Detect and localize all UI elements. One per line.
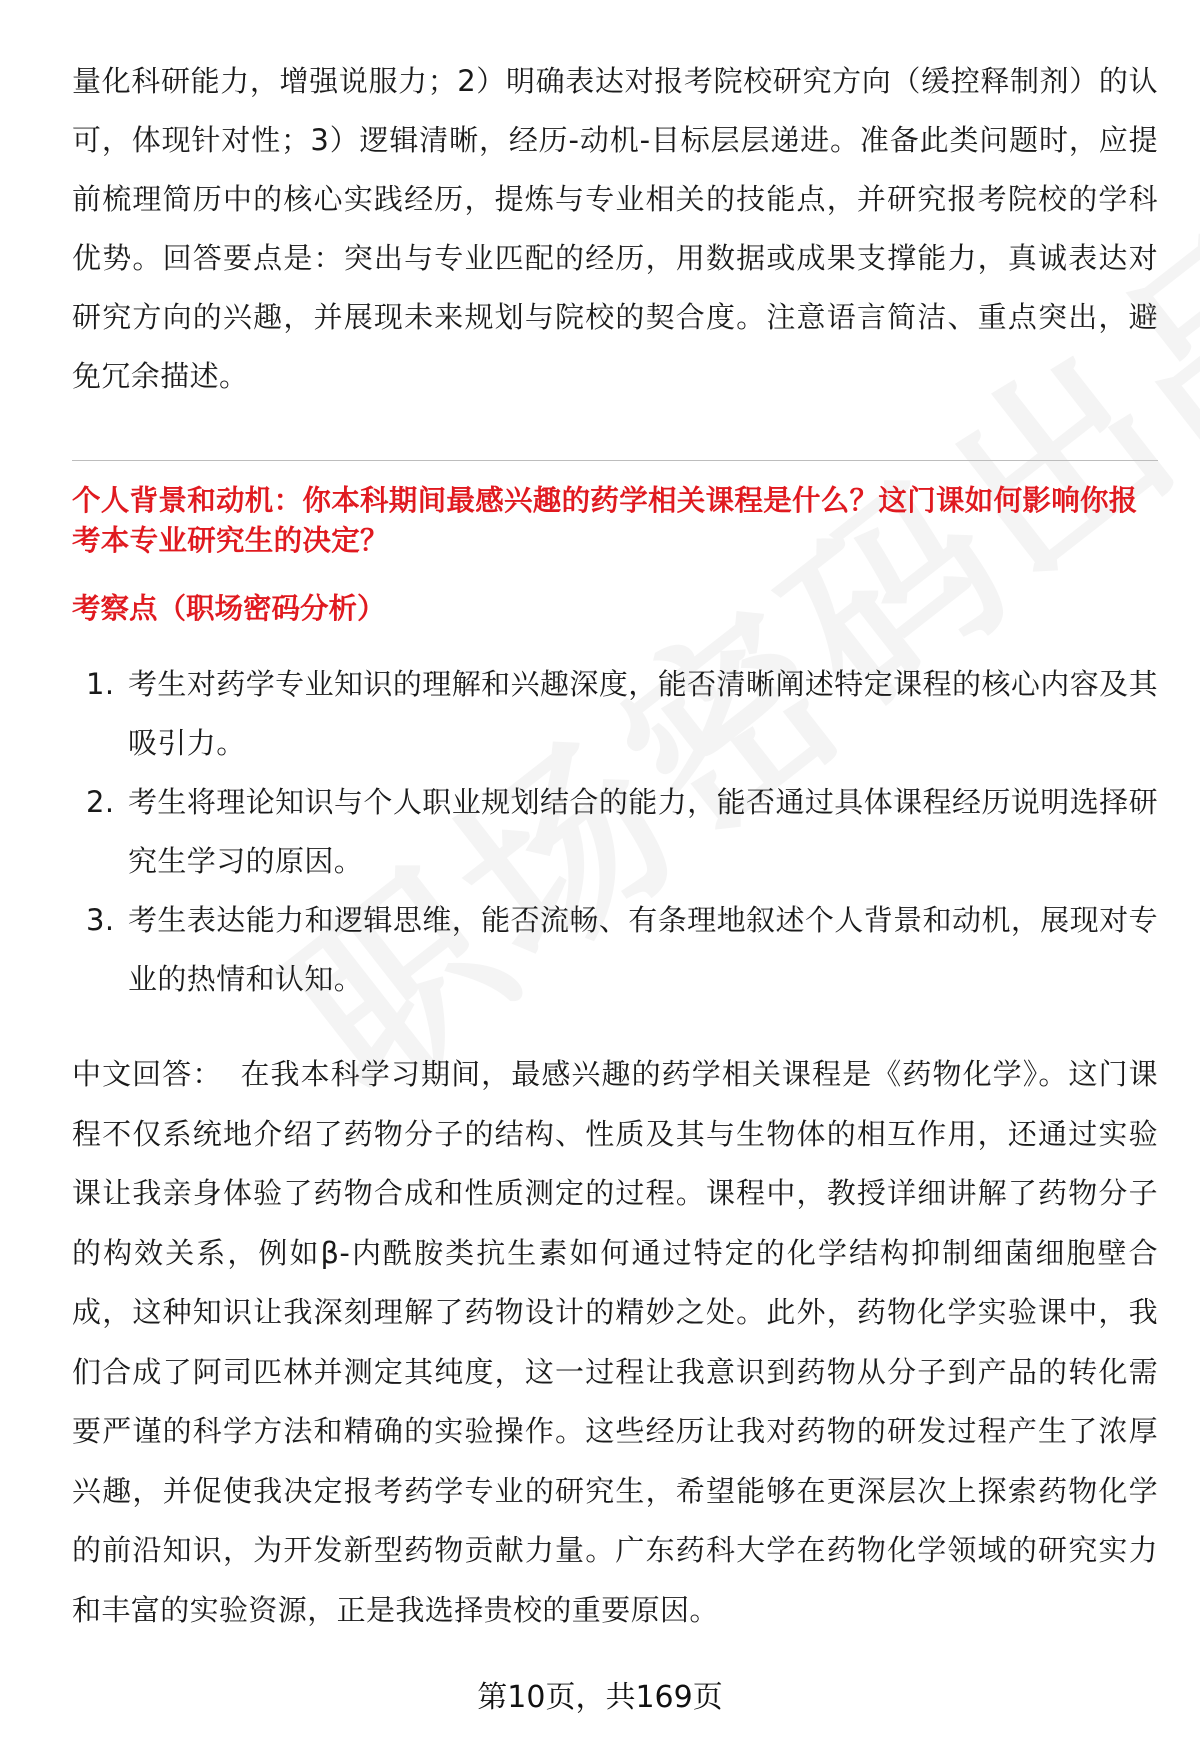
section-divider xyxy=(72,460,1158,461)
page-number-footer: 第10页，共169页 xyxy=(477,1680,723,1715)
list-item xyxy=(72,773,1158,891)
list-item xyxy=(72,891,1158,1009)
document-page xyxy=(72,52,1158,1640)
list-item-number: 1. xyxy=(86,667,115,701)
question-title: 个人背景和动机：你本科期间最感兴趣的药学相关课程是什么？这门课如何影响你报考本专业研究生的决定？ xyxy=(72,484,1138,557)
list-item-text: 考生表达能力和逻辑思维，能否流畅、有条理地叙述个人背景和动机，展现对专业的热情和认知。 xyxy=(128,903,1158,996)
assessment-points-list xyxy=(72,655,1158,1009)
answer-label: 中文回答： xyxy=(72,1057,223,1091)
list-item-text: 考生对药学专业知识的理解和兴趣深度，能否清晰阐述特定课程的核心内容及其吸引力。 xyxy=(128,667,1158,760)
list-item-text: 考生将理论知识与个人职业规划结合的能力，能否通过具体课程经历说明选择研究生学习的原因。 xyxy=(128,785,1158,878)
list-item-number: 3. xyxy=(86,903,115,937)
list-item xyxy=(72,655,1158,773)
assessment-points-heading: 考察点（职场密码分析） xyxy=(72,592,386,625)
intro-paragraph: 量化科研能力，增强说服力；2）明确表达对报考院校研究方向（缓控释制剂）的认可，体现针对性；3）逻辑清晰，经历-动机-目标层层递进。准备此类问题时，应提前梳理简历中的核心实践经历，提炼与专业相关的技能点，并研究报考院校的学科优势。回答要点是：突出与专业匹配的经历，用数据或成果支撑能力，真诚表达对研究方向的兴趣，并展现未来规划与院校的契合度。注意语言简洁、重点突出，避免冗余描述。 xyxy=(72,64,1158,393)
list-item-number: 2. xyxy=(86,785,115,819)
answer-text: 在我本科学习期间，最感兴趣的药学相关课程是《药物化学》。这门课程不仅系统地介绍了药物分子的结构、性质及其与生物体的相互作用，还通过实验课让我亲身体验了药物合成和性质测定的过程。课程中，教授详细讲解了药物分子的构效关系，例如β-内酰胺类抗生素如何通过特定的化学结构抑制细菌细胞壁合成，这种知识让我深刻理解了药物设计的精妙之处。此外，药物化学实验课中，我们合成了阿司匹林并测定其纯度，这一过程让我意识到药物从分子到产品的转化需要严谨的科学方法和精确的实验操作。这些经历让我对药物的研发过程产生了浓厚兴趣，并促使我决定报考药学专业的研究生，希望能够在更深层次上探索药物化学的前沿知识，为开发新型药物贡献力量。广东药科大学在药物化学领域的研究实力和丰富的实验资源，正是我选择贵校的重要原因。 xyxy=(72,1057,1158,1627)
answer-paragraph xyxy=(72,1045,1158,1640)
